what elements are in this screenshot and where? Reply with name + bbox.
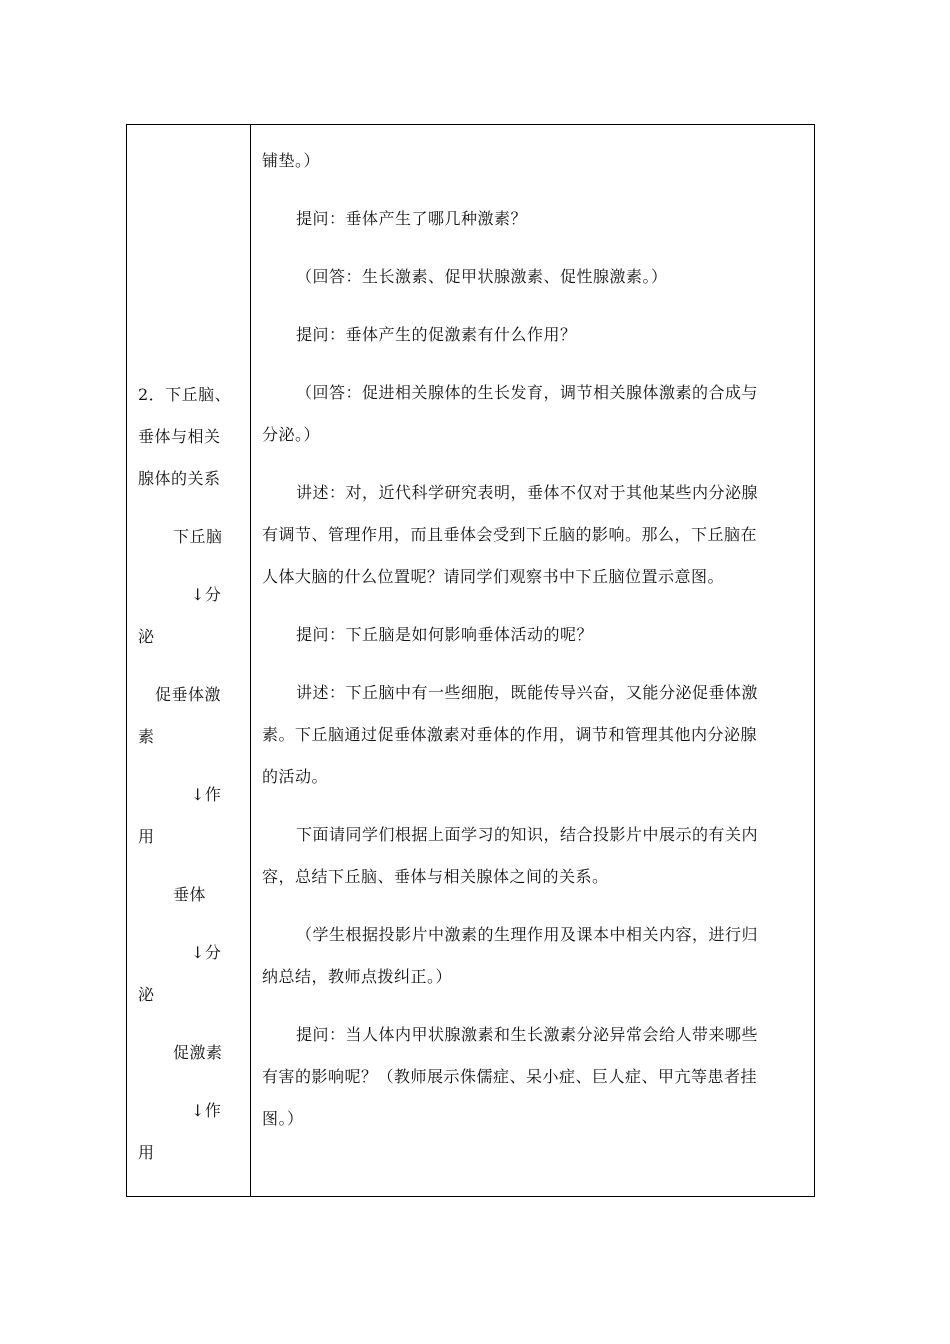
text-line: 讲述：下丘脑中有一些细胞，既能传导兴奋，又能分泌促垂体激 — [296, 683, 759, 702]
section-heading-line: 腺体的关系 — [138, 469, 221, 488]
flow-arrow-secrete-wrap: 泌 — [138, 985, 155, 1004]
text-line: （回答：生长激素、促甲状腺激素、促性腺激素。） — [296, 267, 668, 286]
text-line: （学生根据投影片中激素的生理作用及课本中相关内容，进行归 — [296, 925, 759, 944]
text-line: 图。） — [262, 1109, 304, 1128]
text-line: 有害的影响呢？（教师展示侏儒症、呆小症、巨人症、甲亢等患者挂 — [262, 1067, 758, 1086]
text-line: 有调节、管理作用，而且垂体会受到下丘脑的影响。那么，下丘脑在 — [262, 525, 758, 544]
text-line: 铺垫。） — [262, 151, 321, 170]
column-divider — [250, 125, 251, 1196]
text-line: 人体大脑的什么位置呢？请同学们观察书中下丘脑位置示意图。 — [262, 567, 725, 586]
flow-arrow-secrete-wrap: 泌 — [138, 627, 155, 646]
flow-label-trh-wrap: 素 — [138, 727, 155, 746]
text-line: 提问：当人体内甲状腺激素和生长激素分泌异常会给人带来哪些 — [296, 1025, 759, 1044]
section-heading-line: 2．下丘脑、 — [138, 385, 232, 404]
flow-arrow-secrete: ↓分 — [191, 585, 222, 604]
lesson-table — [126, 124, 815, 1197]
text-line: 提问：垂体产生的促激素有什么作用？ — [296, 325, 577, 344]
flow-label-hypothalamus: 下丘脑 — [173, 527, 223, 546]
text-line: 容，总结下丘脑、垂体与相关腺体之间的关系。 — [262, 867, 609, 886]
flow-label-pituitary: 垂体 — [173, 885, 207, 904]
flow-arrow-act-wrap: 用 — [138, 1143, 155, 1162]
section-heading-line: 垂体与相关 — [138, 427, 221, 446]
text-line: 分泌。） — [262, 425, 321, 444]
flow-label-trh: 促垂体激 — [155, 685, 222, 704]
text-line: 提问：下丘脑是如何影响垂体活动的呢？ — [296, 625, 594, 644]
flow-arrow-secrete: ↓分 — [191, 943, 222, 962]
text-line: （回答：促进相关腺体的生长发育，调节相关腺体激素的合成与 — [296, 383, 759, 402]
text-line: 的活动。 — [262, 767, 329, 786]
flow-arrow-act-wrap: 用 — [138, 827, 155, 846]
text-line: 下面请同学们根据上面学习的知识，结合投影片中展示的有关内 — [296, 825, 759, 844]
text-line: 素。下丘脑通过促垂体激素对垂体的作用，调节和管理其他内分泌腺 — [262, 725, 758, 744]
text-line: 提问：垂体产生了哪几种激素？ — [296, 209, 528, 228]
text-line: 纳总结，教师点拨纠正。） — [262, 967, 453, 986]
flow-label-tropic-hormone: 促激素 — [173, 1043, 223, 1062]
flow-arrow-act: ↓作 — [191, 1101, 222, 1120]
flow-arrow-act: ↓作 — [191, 785, 222, 804]
text-line: 讲述：对，近代科学研究表明，垂体不仅对于其他某些内分泌腺 — [296, 483, 759, 502]
